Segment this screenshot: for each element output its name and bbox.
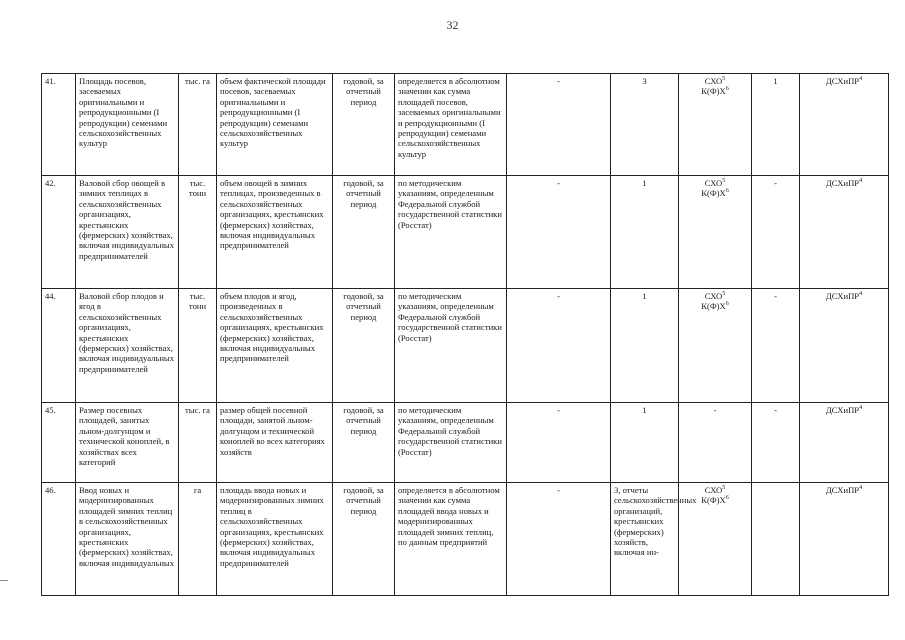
table-row: [42, 403, 889, 483]
coverage-level: 1: [752, 74, 800, 176]
row-number: 46.: [42, 483, 76, 596]
reporting-unit-code: СХО: [704, 291, 723, 301]
coverage-level: -: [752, 176, 800, 289]
table-row: [42, 176, 889, 289]
reporting-unit-code: СХО: [704, 76, 723, 86]
reporting-units: [679, 289, 752, 403]
data-collection-method: 1: [611, 176, 679, 289]
footnote-ref: 6: [725, 495, 729, 502]
reporting-unit-line: [682, 188, 748, 198]
reporting-unit-code: К(Ф)Х: [701, 188, 726, 199]
scan-edge-mark: [0, 580, 8, 581]
reporting-unit-line: [682, 76, 748, 86]
row-number: 42.: [42, 176, 76, 289]
periodicity: годовой, за отчетный период: [333, 74, 395, 176]
row-number: 41.: [42, 74, 76, 176]
reporting-unit-code: -: [713, 405, 717, 415]
row-number: 45.: [42, 403, 76, 483]
unit-of-measure: тыс. га: [179, 74, 217, 176]
reporting-unit-line: [682, 485, 748, 495]
calculation-method: определяется в абсолютном значении как сумма площадей ввода новых и модернизированных площадей зимних теплиц, по данным предприятий: [395, 483, 507, 596]
periodicity: годовой, за отчетный период: [333, 289, 395, 403]
table-row: [42, 74, 889, 176]
data-collection-method: 1: [611, 403, 679, 483]
footnote-ref: 4: [859, 485, 863, 492]
footnote-ref: 5: [722, 291, 726, 298]
calculation-method: по методическим указаниям, определенным Федеральной службой государственной статистики (Росстат): [395, 176, 507, 289]
footnote-ref: 5: [722, 76, 726, 83]
indicators-table: [41, 73, 889, 596]
responsible-body-name: ДСХиПР: [825, 485, 860, 495]
footnote-ref: 5: [722, 485, 726, 492]
periodicity: годовой, за отчетный период: [333, 403, 395, 483]
responsible-body: [800, 289, 889, 403]
page-number: 32: [446, 18, 459, 32]
reporting-unit-code: СХО: [704, 485, 723, 495]
responsible-body: [800, 176, 889, 289]
unit-of-measure: тыс. тонн: [179, 289, 217, 403]
indicator-definition: объем фактической площади посевов, засеваемых оригинальными и репродукционными (I репродукции) семенами сельскохозяйственных культур: [217, 74, 333, 176]
responsible-body: [800, 483, 889, 596]
footnote-ref: 6: [725, 86, 729, 93]
data-collection-method: 3: [611, 74, 679, 176]
indicator-definition: площадь ввода новых и модернизированных зимних теплиц в сельскохозяйственных организациях, крестьянских (фермерских) хозяйствах, включая индивидуальных предпринимателей: [217, 483, 333, 596]
footnote-ref: 6: [725, 301, 729, 308]
footnote-ref: 4: [859, 405, 863, 412]
responsible-body-name: ДСХиПР: [825, 291, 860, 301]
calculation-method: определяется в абсолютном значении как сумма площадей посевов, засеваемых оригинальными и репродукционными (I репродукции) семенами сельскохозяйственных культур: [395, 74, 507, 176]
table-body: [42, 74, 889, 596]
reporting-unit-line: [682, 86, 748, 96]
reporting-unit-line: [682, 291, 748, 301]
responsible-body-name: ДСХиПР: [825, 76, 860, 86]
coverage-level: [752, 483, 800, 596]
periodicity: годовой, за отчетный период: [333, 176, 395, 289]
table-row: [42, 483, 889, 596]
responsible-body: [800, 74, 889, 176]
reporting-unit-line: [682, 178, 748, 188]
indicator-name: Площадь посевов, засеваемых оригинальными и репродукционными (I репродукции) семенами сельскохозяйственных культур: [76, 74, 179, 176]
footnote-ref: 5: [722, 178, 726, 185]
indicator-definition: размер общей посевной площади, занятой льном-долгунцом и технической коноплей во всех категориях хозяйств: [217, 403, 333, 483]
footnote-ref: 4: [859, 178, 863, 185]
unit-of-measure: га: [179, 483, 217, 596]
indicator-name: Валовой сбор плодов и ягод в сельскохозяйственных организациях, крестьянских (фермерских) хозяйствах, включая индивидуальных предпринимателей: [76, 289, 179, 403]
reporting-unit-code: СХО: [704, 178, 723, 188]
indicator-name: Валовой сбор овощей в зимних теплицах в сельскохозяйственных организациях, крестьянских (фермерских) хозяйствах, включая индивидуальных предпринимателей: [76, 176, 179, 289]
data-collection-method: 1: [611, 289, 679, 403]
coverage-level: -: [752, 403, 800, 483]
indicator-definition: объем овощей в зимних теплицах, произведенных в сельскохозяйственных организациях, крестьянских (фермерских) хозяйствах, включая индивидуальных предпринимателей: [217, 176, 333, 289]
reporting-unit-code: К(Ф)Х: [701, 495, 726, 506]
row-number: 44.: [42, 289, 76, 403]
reporting-unit-code: К(Ф)Х: [701, 86, 726, 97]
calculation-method: по методическим указаниям, определенным Федеральной службой государственной статистики (Росстат): [395, 403, 507, 483]
indicator-name: Ввод новых и модернизированных площадей зимних теплиц в сельскохозяйственных организациях, крестьянских (фермерских) хозяйствах, включая индивидуальных: [76, 483, 179, 596]
reporting-units: [679, 74, 752, 176]
basic-indicators: -: [507, 176, 611, 289]
reporting-units: [679, 176, 752, 289]
indicator-definition: объем плодов и ягод, произведенных в сельскохозяйственных организациях, крестьянских (фермерских) хозяйствах, включая индивидуальных предпринимателей: [217, 289, 333, 403]
unit-of-measure: тыс. га: [179, 403, 217, 483]
basic-indicators: -: [507, 74, 611, 176]
reporting-unit-line: [682, 405, 748, 415]
coverage-level: -: [752, 289, 800, 403]
basic-indicators: -: [507, 483, 611, 596]
basic-indicators: -: [507, 403, 611, 483]
unit-of-measure: тыс. тонн: [179, 176, 217, 289]
indicator-name: Размер посевных площадей, занятых льном-долгунцом и технической коноплей, в хозяйствах всех категорий: [76, 403, 179, 483]
responsible-body-name: ДСХиПР: [825, 405, 860, 415]
table-row: [42, 289, 889, 403]
reporting-unit-line: [682, 301, 748, 311]
responsible-body: [800, 403, 889, 483]
periodicity: годовой, за отчетный период: [333, 483, 395, 596]
reporting-unit-code: К(Ф)Х: [701, 301, 726, 312]
footnote-ref: 4: [859, 291, 863, 298]
footnote-ref: 6: [725, 188, 729, 195]
reporting-units: [679, 403, 752, 483]
footnote-ref: 4: [859, 76, 863, 83]
data-collection-method: 3, отчеты сельскохозяйственных организаций, крестьянских (фермерских) хозяйств, включая ин-: [611, 483, 679, 596]
basic-indicators: -: [507, 289, 611, 403]
responsible-body-name: ДСХиПР: [825, 178, 860, 188]
calculation-method: по методическим указаниям, определенным Федеральной службой государственной статистики (Росстат): [395, 289, 507, 403]
